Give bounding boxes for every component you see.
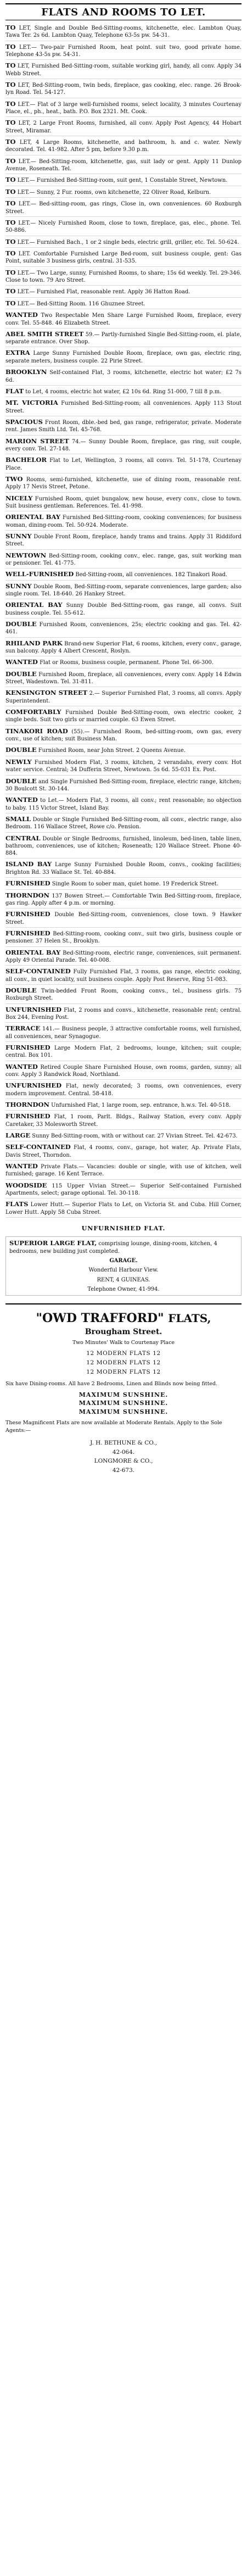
classified-ad <box>5 399 242 416</box>
ad-lead: LARGE <box>5 1131 31 1139</box>
ad-lead: TO <box>5 138 16 146</box>
classified-ad <box>5 746 242 756</box>
ad-text: Double or Single Furnished Bed-Sitting-room, all conv., electric range, also Bedroom. 116 Wallace Street, Rowe c/o. Pension. <box>5 816 242 830</box>
ad-lead: DOUBLE <box>5 746 37 754</box>
superior-flat-text: comprising lounge, dining-room, kitchen, 4 bedrooms, new building just completed. <box>9 1241 217 1254</box>
ad-text: Furnished Room, fireplace, all conveniences, every conv. Apply 14 Edwin Street, Wadestown. Tel. 31-811. <box>5 671 242 685</box>
owd-walk: Two Minutes' Walk to Courtenay Place <box>72 1340 175 1346</box>
ad-text: Flat or Rooms, business couple, permanent. Phone Tel. 66-300. <box>40 660 214 666</box>
ad-lead: TO <box>5 287 16 295</box>
ad-text: 2.— Superior Furnished Flat, 3 rooms, all convs. Apply Superintendent. <box>5 690 242 704</box>
classified-ad <box>5 639 242 657</box>
ad-text: Flat, 2 rooms and convs., kitchenette, reasonable rent; central. Box 244, Evening Post. <box>5 1007 242 1021</box>
ad-text: Double or Single Bedrooms, furnished, linoleum, bed-linen, table linen, bathroom, conveniences, use of kitchen; Roseneath; 120 Wallace Street. Phone 40-884. <box>5 835 242 857</box>
classified-ad <box>5 815 242 833</box>
ad-text: Flat, 1 room, Parlt. Bldgs., Railway Station, every conv. Apply Caretaker, 33 Molesworth Street. <box>5 1114 242 1128</box>
ad-lead: FLAT <box>5 387 24 395</box>
ad-lead: FURNISHED <box>5 1043 50 1051</box>
classified-ad <box>5 879 242 889</box>
ad-text: LET, 2 Large Front Rooms, furnished, all conv. Apply Post Agency, 44 Hobart Street, Miramar. <box>5 120 242 134</box>
ad-text: 141.— Business people, 3 attractive comfortable rooms, well furnished, all conveniences, near Synagogue. <box>5 1026 242 1040</box>
ad-text: LET.— Flat of 3 large well-furnished rooms, select locality, 3 minutes Courtenay Place, el., ph., heat., bath. P.O. Box 2321. Mt. Cook. <box>5 101 242 115</box>
ad-text: Fully Furnished Flat, 3 rooms, gas range, electric cooking, all conv., in quiet locality, suit business couple. Apply Post Reserve, Ring 51-083. <box>5 969 242 983</box>
ad-lead: ISLAND BAY <box>5 860 52 868</box>
superior-flat-lead: SUPERIOR LARGE FLAT, <box>9 1239 97 1247</box>
ad-text: Twin-bedded Front Room, cooking convs., tel., business girls. 75 Roxburgh Street. <box>5 988 242 1002</box>
ad-text: (55).— Furnished Room, bed-sitting-room, own gas, every conv., use of kitchen; suit Business Man. <box>5 728 242 743</box>
classified-ad <box>5 910 242 928</box>
ad-text: 137 Bowen Street.— Comfortable Twin Bed-Sitting-room, fireplace, gas ring. Apply after 4 p.m. or morning. <box>5 893 242 906</box>
ad-text: LET, Bed-Sitting-room, twin beds, fireplace, gas cooking, elec. range. 26 Brook- lyn Road. Tel. 54-127. <box>5 82 242 96</box>
classified-ad <box>5 658 242 668</box>
ad-lead: TO <box>5 99 16 108</box>
ad-lead: SMALL <box>5 815 31 823</box>
ad-lead: WANTED <box>5 1062 38 1070</box>
classified-ad <box>5 601 242 618</box>
classified-ad <box>5 1143 242 1161</box>
ad-lead: MARION STREET <box>5 437 69 445</box>
ad-text: LET.— Furnished Bed-Sitting-room, suit gent, 1 Constable Street, Newtown. <box>17 177 228 184</box>
classified-ad <box>5 349 242 366</box>
ad-text: Flat, newly decorated; 3 rooms, own conveniences, every modern improvement. Central. 58-418. <box>5 1083 242 1097</box>
classified-ad <box>5 176 242 186</box>
ad-lead: TO <box>5 237 16 246</box>
ad-lead: TO <box>5 249 16 257</box>
classified-ad <box>5 24 242 41</box>
ad-text: Lower Hutt.— Superior Flats to Let, on Victoria St. and Cuba. Hill Corner, Lower Hutt. Apply 58 Cuba Street. <box>5 1202 242 1215</box>
ad-lead: MT. VICTORIA <box>5 399 58 407</box>
classified-ad <box>5 1200 242 1218</box>
classified-ad <box>5 269 242 286</box>
ad-lead: ORIENTAL BAY <box>5 601 63 609</box>
agent-tel: 42-064. <box>112 1448 135 1456</box>
ad-lead: ORIENTAL BAY <box>5 513 61 521</box>
ad-lead: SUNNY <box>5 532 32 540</box>
classified-ad <box>5 551 242 569</box>
ad-lead: TO <box>5 119 16 127</box>
classified-ad <box>5 949 242 966</box>
owd-flat-line-3: 12 MODERN FLATS 12 <box>86 1369 161 1375</box>
ad-text: Bed-Sitting-room, cooking conv., elec. range, gas, suit working man or pensioner. Tel. 41-775. <box>5 553 242 566</box>
classified-ad <box>5 513 242 531</box>
ad-lead: WANTED <box>5 796 38 804</box>
rent-text: RENT, 4 GUINEAS. <box>97 1276 150 1283</box>
owd-title-a: "OWD <box>36 1311 77 1326</box>
ad-lead: TINAKORI ROAD <box>5 727 68 735</box>
ad-text: LET, Single and Double Bed-Sitting-rooms, kitchenette, elec. Lambton Quay, Tawa Ter. 2s 6d. Lambton Quay, Telephone 63-5s pw. 54-31. <box>5 25 242 39</box>
classified-ad <box>5 582 242 600</box>
owd-contact <box>5 1438 242 1475</box>
ad-lead: TO <box>5 187 16 196</box>
ad-text: Sunny Double Bed-Sitting-room, gas range, all convs. Suit business couple. Tel. 55-612. <box>5 603 242 616</box>
classified-ad <box>5 1162 242 1180</box>
ad-lead: TO <box>5 62 16 70</box>
ad-text: 59.— Partly-furnished Single Bed-Sitting-room, el. plate, separate entrance. Over Shop. <box>5 331 242 345</box>
agent2-tel: 42-673. <box>112 1467 135 1474</box>
classified-ad <box>5 387 242 397</box>
ad-lead: TERRACE <box>5 1024 41 1033</box>
classified-ad <box>5 860 242 878</box>
classified-ad <box>5 1081 242 1099</box>
classified-ad <box>5 1112 242 1130</box>
ad-text: Furnished Room, quiet bungalow, new house, every conv., close to town. Suit business gentleman. References. Tel. 41-998. <box>5 495 242 509</box>
classified-ad <box>5 330 242 348</box>
owd-trafford-ad <box>5 1311 242 1475</box>
owd-sunshine <box>5 1391 242 1416</box>
ad-lead: TO <box>5 176 16 184</box>
ad-text: Furnished Room, near John Street. 2 Queens Avenue. <box>38 748 186 754</box>
ad-lead: ORIENTAL BAY <box>5 948 61 956</box>
ad-text: to Let.— Modern Flat, 3 rooms, all conv.; rent reasonable; no objection to baby. 115 Victor Street, Island Bay. <box>5 798 242 811</box>
ad-text: Rooms, semi-furnished, kitchenette, use of dining room, reasonable rent. Apply 17 Nevis Street, Petone. <box>5 476 242 490</box>
classified-ad <box>5 311 242 328</box>
ad-lead: BROOKLYN <box>5 368 47 376</box>
ad-lead: THORNDON <box>5 1100 50 1108</box>
ad-lead: FURNISHED <box>5 910 50 918</box>
owd-flat-line-2: 12 MODERN FLATS 12 <box>86 1359 161 1367</box>
ad-text: Single Room to sober man, quiet home. 19 Frederick Street. <box>52 881 218 888</box>
owd-sunshine-2: MAXIMUM SUNSHINE. <box>78 1399 169 1407</box>
agent-name: J. H. BETHUNE & CO., <box>90 1439 157 1446</box>
ad-lead: EXTRA <box>5 349 30 357</box>
ad-lead: DOUBLE <box>5 670 37 678</box>
ad-text: LET.— Furnished Bach., 1 or 2 single beds, electric grill, griller, etc. Tel. 50-624. <box>17 239 239 246</box>
classified-ad <box>5 494 242 512</box>
owd-title-b: TRAFFORD" <box>81 1311 164 1326</box>
owd-title <box>5 1311 242 1325</box>
ad-text: Sunny Bed-Sitting-room, with or without car. 27 Vivian Street. Tel. 42-673. <box>32 1133 238 1139</box>
classified-ad <box>5 456 242 473</box>
ad-lead: TO <box>5 268 16 276</box>
ad-lead: FURNISHED <box>5 929 50 937</box>
owd-street: Brougham Street. <box>85 1328 162 1337</box>
garage-text: GARAGE. <box>109 1257 138 1264</box>
classified-ad <box>5 238 242 248</box>
classified-ad <box>5 100 242 118</box>
classified-ad <box>5 929 242 947</box>
classified-ad <box>5 777 242 795</box>
ad-text: Furnished Bed-Sitting-room; all conveniences. Apply 113 Stout Street. <box>5 400 242 414</box>
ad-lead: TO <box>5 218 16 226</box>
classified-ad <box>5 138 242 155</box>
ad-lead: COMFORTABLY <box>5 708 61 716</box>
classified-ad <box>5 532 242 550</box>
ad-lead: THORNDON <box>5 891 50 899</box>
ad-text: LET.— Two-pair Furnished Room, heat point. suit two, good private home. Telephone 43-5s pw. 54-31. <box>5 44 242 58</box>
ad-text: Flat to Let, Wellington, 3 rooms, all convs. Tel. 51-178, Ccurtenay Place. <box>5 458 242 471</box>
classified-ad <box>5 758 242 776</box>
ad-text: and Single Furnished Bed-Sitting-room, fireplace, electric range, kitchen; 30 Boulcott St. 30-144. <box>5 778 242 792</box>
ad-text: Brand-new Superior Flat, 6 rooms, kitchen, every conv., garage, sun balcony. Apply 4 Albert Crescent, Roslyn. <box>5 640 242 655</box>
ad-text: to Let, 4 rooms, electric hot water, £2 10s 6d. Ring 51-000, 7 till 8 p.m. <box>25 388 222 395</box>
ad-text: Furnished Modern Flat, 3 rooms, kitchen, 2 verandahs, every conv. Hot water service. Central; 34 Dufferin Street, Newtown. 5s 6d. 55-031 Ex. Post. <box>5 759 242 773</box>
classified-ad <box>5 620 242 638</box>
classified-ad <box>5 1006 242 1023</box>
ad-text: Unfurnished Flat, 1 large room, sep. entrance, h.w.s. Tel. 40-518. <box>51 1102 231 1108</box>
ad-text: Two Respectable Men Share Large Furnished Room, fireplace, every conv. Tel. 55-848. 46 Elizabeth Street. <box>5 313 242 326</box>
classified-ad <box>5 188 242 198</box>
ad-lead: TO <box>5 299 16 307</box>
ad-lead: WANTED <box>5 311 38 319</box>
classified-ad <box>5 368 242 386</box>
classified-ad <box>5 708 242 726</box>
ad-lead: FLATS <box>5 1200 29 1208</box>
ad-lead: SUNNY <box>5 582 32 590</box>
owd-sunshine-3: MAXIMUM SUNSHINE. <box>78 1408 169 1415</box>
ad-lead: SELF-CONTAINED <box>5 967 71 975</box>
classified-ad <box>5 287 242 297</box>
classified-ad <box>5 199 242 217</box>
ad-text: Double Room, Bed-Sitting-room, separate conveniences, large garden; also single room. Tel. 18-640. 26 Hankey Street. <box>5 583 242 598</box>
phone-text: Telephone Owner, 41-994. <box>87 1286 160 1293</box>
ad-lead: TO <box>5 81 16 89</box>
owd-flat-line-1: 12 MODERN FLATS 12 <box>86 1350 161 1357</box>
ad-text: Furnished Double Bed-Sitting-room, own electric cooker, 2 single beds. Suit two girls or married couple. 63 Ewen Street. <box>5 710 242 723</box>
ad-text: Double Front Room, fireplace, handy trams and trains. Apply 31 Riddiford Street. <box>5 533 242 548</box>
ad-lead: WELL-FURNISHED <box>5 570 74 578</box>
ad-text: 74.— Sunny Double Room, fireplace, gas ring, suit couple, every conv. Tel. 27-148. <box>5 438 242 452</box>
ad-text: Large Modern Flat, 2 bedrooms, lounge, kitchen; suit couple; central. Box 101. <box>5 1045 242 1059</box>
divider <box>5 1303 242 1304</box>
superior-flat-ad <box>5 1236 242 1296</box>
ad-lead: SELF-CONTAINED <box>5 1143 71 1151</box>
ad-text: Flat, 4 rooms, conv., garage, hot water, Ap. Private Flats, Davis Street, Thorndon. <box>5 1145 242 1158</box>
ad-lead: WANTED <box>5 658 38 666</box>
classified-ad <box>5 1024 242 1042</box>
ad-text: Furnished Bed-Sitting-room, cooking conveniences; for business woman, dining-room. Tel. 50-924. Moderate. <box>5 515 242 528</box>
classified-ad <box>5 249 242 267</box>
ad-text: Bed-Sitting-room, electric range, conveniences, suit permanent. Apply 49 Oriental Parade. Tel. 40-008. <box>5 950 242 963</box>
classified-ad <box>5 43 242 60</box>
ad-lead: NICELY <box>5 494 33 502</box>
ad-lead: TO <box>5 24 16 31</box>
ad-lead: WOODSIDE <box>5 1181 47 1189</box>
ad-text: Front Room, dble.-bed bed, gas range, refrigerator, private. Moderate rent. James Smith Ltd. Tel. 45-768. <box>5 419 242 433</box>
ad-lead: DOUBLE <box>5 986 37 994</box>
ad-text: Large Sunny Furnished Double Room, fireplace, own gas, electric ring, separate meters, business couple. 22 Pirie Street. <box>5 350 242 364</box>
owd-title-c: FLATS, <box>168 1312 211 1325</box>
ad-text: Private Flats.— Vacancies: double or single, with use of kitchen, well furnished; garage. 16 Kent Terrace. <box>5 1164 242 1178</box>
ad-lead: TO <box>5 199 16 208</box>
owd-desc: Six have Dining-rooms. All have 2 Bedrooms, Linen and Blinds now being fitted. <box>5 1380 218 1387</box>
ad-text: Bed-Sitting-room, all conveniences. 182 Tinakori Road. <box>75 572 228 578</box>
classified-ad <box>5 891 242 909</box>
classified-ad <box>5 727 242 745</box>
ad-lead: KENSINGTON STREET <box>5 689 88 697</box>
classified-ad <box>5 1044 242 1061</box>
section-header <box>5 3 242 20</box>
classified-ad <box>5 219 242 236</box>
ad-lead: FURNISHED <box>5 1112 50 1120</box>
ad-text: LET.— Furnished Flat, reasonable rent. Apply 36 Hatton Road. <box>17 289 190 295</box>
ad-text: Bed-Sitting-room, cooking conv., suit two girls, business couple or pensioner. 37 Helen St., Brooklyn. <box>5 930 242 945</box>
ad-lead: NEWLY <box>5 757 32 766</box>
section-title: FLATS AND ROOMS TO LET. <box>41 7 206 18</box>
ad-text: Large Sunny Furnished Double Room, convs., cooking facilities; Brighton Rd. 33 Wallace St. Tel. 40-884. <box>5 862 242 876</box>
ad-text: Self-contained Flat, 3 rooms, kitchenette, electric hot water; £2 7s 6d. <box>5 370 242 383</box>
ad-lead: TO <box>5 42 16 51</box>
ad-lead: NEWTOWN <box>5 551 47 559</box>
classified-ad <box>5 157 242 175</box>
ad-lead: UNFURNISHED <box>5 1081 62 1090</box>
classified-ad <box>5 418 242 436</box>
ad-lead: CENTRAL <box>5 834 41 842</box>
classified-ad <box>5 475 242 493</box>
classified-ad <box>5 437 242 455</box>
classified-ad <box>5 689 242 706</box>
classified-ad <box>5 1101 242 1111</box>
ad-lead: TWO <box>5 475 23 483</box>
ad-lead: FURNISHED <box>5 879 50 888</box>
classified-ad <box>5 1181 242 1199</box>
ad-lead: SPACIOUS <box>5 417 43 426</box>
ad-lead: DOUBLE <box>5 620 37 628</box>
classified-ad <box>5 81 242 98</box>
classified-ads-list <box>5 24 242 1219</box>
ad-text: LET.— Sunny, 2 Fur. rooms, own kitchenette, 22 Oliver Road, Kelburn. <box>17 189 211 196</box>
owd-flat-lines <box>5 1349 242 1376</box>
ad-text: LET.— Bed-sitting-room, gas rings, Close in, own conveniences. 60 Roxburgh Street. <box>5 201 242 215</box>
ad-lead: BACHELOR <box>5 456 47 464</box>
classified-ad <box>5 670 242 688</box>
classified-ad <box>5 967 242 985</box>
owd-closing: These Magnificent Flats are now available at Moderate Rentals. Apply to the Sole Agents:— <box>5 1420 222 1434</box>
classified-ad <box>5 119 242 136</box>
ad-lead: UNFURNISHED <box>5 1005 62 1013</box>
ad-lead: DOUBLE <box>5 777 37 785</box>
classified-ad <box>5 834 242 859</box>
ad-lead: WANTED <box>5 1162 38 1170</box>
unfurnished-heading: UNFURNISHED FLAT. <box>81 1225 166 1233</box>
classified-ad <box>5 796 242 813</box>
classified-ad <box>5 299 242 309</box>
ad-text: LET.— Nicely Furnished Room, close to town, fireplace, gas, elec., phone. Tel. 50-886. <box>5 220 242 234</box>
ad-lead: ABEL SMITH STREET <box>5 330 84 338</box>
classified-ad <box>5 1063 242 1080</box>
ad-text: LET.— Bed-Sitting-room, kitchenette, gas, suit lady or gent. Apply 11 Dunlop Avenue, Roseneath. Tel. <box>5 158 242 172</box>
agent2-name: LONGMORE & CO., <box>94 1458 153 1465</box>
classified-ad <box>5 62 242 79</box>
ad-text: LET.— Bed-Sitting Room. 116 Ghuznee Street. <box>17 300 145 307</box>
ad-text: LET, 4 Large Rooms, kitchenette, and bathroom, h. and c. water. Newly decorated. Tel. 41-982. After 5 pm, before 9.30 p.m. <box>5 140 242 153</box>
ad-text: Double Bed-Sitting-room, conveniences, close town. 9 Hawker Street. <box>5 912 242 925</box>
ad-text: Furnished Room, conveniences, 25s; electric cooking and gas. Tel. 42-461. <box>5 621 242 635</box>
ad-text: 115 Upper Vivian Street.— Superior Self-contained Furnished Apartments, select; garage optional. Tel. 30-118. <box>5 1183 242 1197</box>
ad-text: Retired Couple Share Furnished House, own rooms, garden, sunny; all conv. Apply 3 Randwick Road, Northland. <box>5 1064 242 1078</box>
ad-text: LET, Furnished Bed-Sitting-room, suitable working girl, handy, all conv. Apply 34 Webb Street. <box>5 63 242 77</box>
ad-lead: TO <box>5 157 16 165</box>
classified-ad <box>5 1131 242 1141</box>
view-text: Wonderful Harbour View. <box>88 1267 159 1274</box>
classified-ad <box>5 986 242 1004</box>
ad-lead: RHILAND PARK <box>5 639 63 647</box>
classified-ad <box>5 570 242 580</box>
owd-sunshine-1: MAXIMUM SUNSHINE. <box>78 1391 169 1399</box>
ad-text: LET. Comfortable Furnished Large Bed-room, suit business couple, gent: Gas Point, suitable 3 business girls, central. 31-535. <box>5 250 242 265</box>
ad-text: LET.— Two Large, sunny, Furnished Rooms, to share; 15s 6d weekly. Tel. 29-346. Close to town. 79 Aro Street. <box>5 270 242 284</box>
